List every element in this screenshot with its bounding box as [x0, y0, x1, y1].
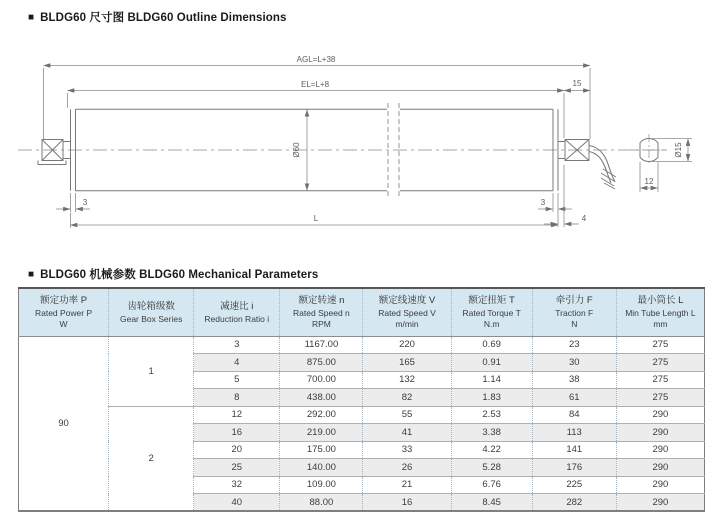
table-cell: 700.00 [280, 371, 363, 389]
header-traction [532, 288, 616, 336]
table-cell: 290 [616, 424, 704, 442]
outline-drawing [0, 45, 723, 260]
table-cell: 8 [194, 389, 280, 407]
header-en: Gear Box Series [119, 313, 183, 324]
dim-label-right3: 3 [540, 198, 546, 207]
dim-label-dia60: Ø60 [292, 142, 301, 158]
table-cell: 30 [532, 354, 616, 372]
table-cell: 176 [532, 459, 616, 477]
table-cell: 6.76 [451, 476, 532, 494]
dim-right4 [544, 165, 579, 227]
header-unit: N.m [483, 319, 500, 330]
header-en: Rated Power P [34, 308, 93, 319]
table-cell: 282 [532, 494, 616, 512]
table-cell: 275 [616, 371, 704, 389]
header-zh: 额定线速度 V [378, 295, 436, 307]
dim-label-right4: 4 [581, 214, 587, 223]
table-cell: 41 [363, 424, 451, 442]
table-cell: 16 [363, 494, 451, 512]
table-cell: 0.69 [451, 336, 532, 354]
table-cell: 8.45 [451, 494, 532, 512]
table-cell: 875.00 [280, 354, 363, 372]
header-en: Traction F [555, 308, 594, 319]
mechanical-parameters-table [18, 287, 705, 512]
header-en: Rated Torque T [462, 308, 521, 319]
left-bearing [38, 140, 71, 165]
table-cell: 33 [363, 441, 451, 459]
header-zh: 最小筒长 L [637, 295, 684, 307]
table-cell: 88.00 [280, 494, 363, 512]
table-cell: 25 [194, 459, 280, 477]
header-zh: 减速比 i [220, 300, 254, 312]
header-zh: 牵引力 F [555, 295, 593, 307]
table-header-row [19, 288, 705, 336]
table-cell: 4.22 [451, 441, 532, 459]
section2-title [28, 266, 318, 282]
header-unit: mm [653, 319, 668, 330]
dim-el [68, 91, 591, 139]
table-cell: 82 [363, 389, 451, 407]
table-cell: 290 [616, 476, 704, 494]
table-cell: 21 [363, 476, 451, 494]
rated-power-cell: 90 [19, 336, 109, 511]
header-unit: W [59, 319, 68, 330]
dim-label-left3: 3 [82, 198, 88, 207]
table-cell: 23 [532, 336, 616, 354]
table-cell: 175.00 [280, 441, 363, 459]
header-en: Rated Speed n [293, 308, 350, 319]
table-cell: 109.00 [280, 476, 363, 494]
table-cell: 113 [532, 424, 616, 442]
header-unit: RPM [311, 319, 331, 330]
header-reduction-ratio [194, 288, 280, 336]
table-cell: 290 [616, 441, 704, 459]
table-cell: 2.53 [451, 406, 532, 424]
table-cell: 38 [532, 371, 616, 389]
table-cell: 220 [363, 336, 451, 354]
table-cell: 5 [194, 371, 280, 389]
table-cell: 219.00 [280, 424, 363, 442]
table-cell: 165 [363, 354, 451, 372]
header-zh: 齿轮箱级数 [127, 300, 175, 312]
table-cell: 275 [616, 389, 704, 407]
table-cell: 290 [616, 406, 704, 424]
table-cell: 0.91 [451, 354, 532, 372]
header-zh: 额定扭矩 T [468, 295, 515, 307]
header-en: Min Tube Length L [625, 308, 696, 319]
table-cell: 290 [616, 494, 704, 512]
header-rated-torque [451, 288, 532, 336]
table-cell: 26 [363, 459, 451, 477]
table-cell: 225 [532, 476, 616, 494]
table-cell: 84 [532, 406, 616, 424]
header-rated-speed-linear [363, 288, 451, 336]
table-cell: 5.28 [451, 459, 532, 477]
dim-label-el: EL=L+8 [300, 80, 330, 89]
header-gearbox-series [109, 288, 194, 336]
section2-title-text: BLDG60 机械参数 BLDG60 Mechanical Parameters [40, 269, 319, 281]
header-en: Rated Speed V [378, 308, 436, 319]
dim-label-agl: AGL=L+38 [296, 55, 336, 64]
table-cell: 20 [194, 441, 280, 459]
header-en: Reduction Ratio i [204, 313, 270, 324]
table-cell: 132 [363, 371, 451, 389]
black-square-icon: ■ [28, 12, 35, 23]
table-cell: 438.00 [280, 389, 363, 407]
gearbox-series-cell: 2 [109, 406, 194, 511]
header-rated-power [19, 288, 109, 336]
table-cell: 292.00 [280, 406, 363, 424]
dim-label-flat12: 12 [644, 177, 654, 186]
section1-title-text: BLDG60 尺寸图 BLDG60 Outline Dimensions [40, 12, 287, 24]
dim-label-15: 15 [572, 79, 582, 88]
gearbox-series-cell: 1 [109, 336, 194, 406]
shaft-end-view [631, 134, 692, 192]
table-cell: 3.38 [451, 424, 532, 442]
table-row [19, 406, 705, 424]
table-cell: 1167.00 [280, 336, 363, 354]
table-cell: 275 [616, 336, 704, 354]
cable [589, 146, 616, 190]
dim-label-dia15: Ø15 [674, 142, 683, 158]
header-unit: m/min [395, 319, 419, 330]
table-cell: 1.14 [451, 371, 532, 389]
table-cell: 55 [363, 406, 451, 424]
dim-label-length: L [313, 214, 319, 223]
header-min-tube-length [616, 288, 704, 336]
header-rated-speed-rpm [280, 288, 363, 336]
table-cell: 16 [194, 424, 280, 442]
dim-agl [44, 66, 591, 140]
section1-title [28, 9, 287, 25]
table-cell: 275 [616, 354, 704, 372]
table-body [19, 336, 705, 511]
table-cell: 4 [194, 354, 280, 372]
table-cell: 12 [194, 406, 280, 424]
table-cell: 40 [194, 494, 280, 512]
table-cell: 140.00 [280, 459, 363, 477]
header-zh: 额定功率 P [40, 295, 88, 307]
table-cell: 32 [194, 476, 280, 494]
table-row [19, 336, 705, 354]
header-unit: N [571, 319, 578, 330]
header-zh: 额定转速 n [298, 295, 345, 307]
table-cell: 3 [194, 336, 280, 354]
table-cell: 61 [532, 389, 616, 407]
black-square-icon: ■ [28, 269, 35, 280]
table-cell: 290 [616, 459, 704, 477]
table-cell: 1.83 [451, 389, 532, 407]
table-cell: 141 [532, 441, 616, 459]
